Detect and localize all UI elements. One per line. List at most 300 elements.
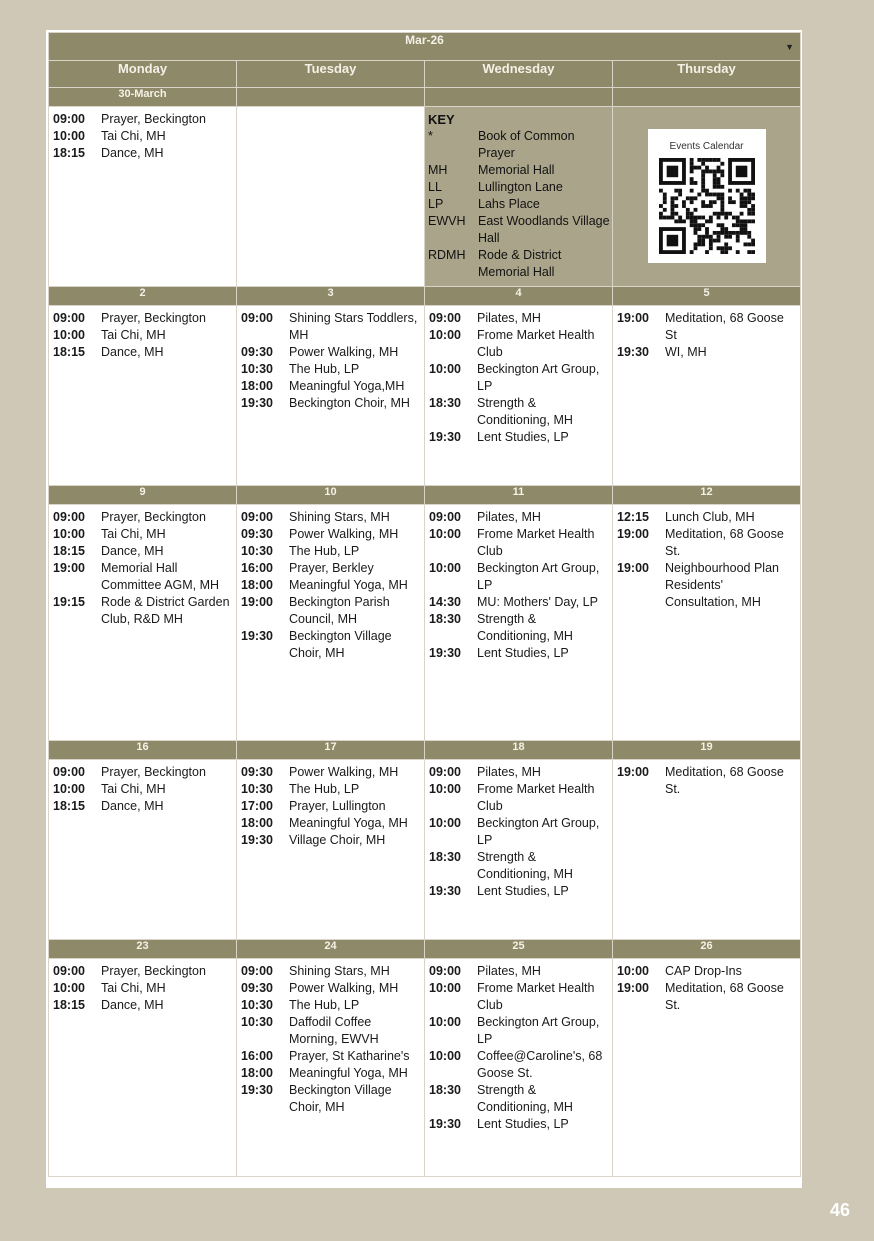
key-abbreviation: RDMH <box>428 248 466 262</box>
event-time: 09:00 <box>53 510 85 524</box>
event-item <box>425 963 612 980</box>
event-description: Frome Market Health Club <box>477 981 595 1012</box>
event-list <box>613 505 800 611</box>
event-list <box>425 760 612 900</box>
event-description: Lunch Club, MH <box>665 510 755 524</box>
key-abbreviation: EWVH <box>428 214 466 228</box>
event-item <box>425 1082 612 1116</box>
event-time: 09:30 <box>241 765 273 779</box>
event-description: Beckington Art Group, LP <box>477 1015 600 1046</box>
event-item <box>425 815 612 849</box>
event-description: Power Walking, MH <box>289 345 399 359</box>
event-list <box>49 760 236 815</box>
event-description: Power Walking, MH <box>289 527 399 541</box>
event-description: Tai Chi, MH <box>101 328 166 342</box>
event-description: Shining Stars, MH <box>289 510 390 524</box>
event-time: 19:30 <box>429 884 461 898</box>
event-item <box>425 1048 612 1082</box>
event-item <box>425 980 612 1014</box>
month-header <box>49 33 801 61</box>
key-box <box>425 107 612 285</box>
date-label: 3 <box>237 287 425 306</box>
event-time: 12:15 <box>617 510 649 524</box>
key-meaning: Lahs Place <box>478 197 540 211</box>
key-abbreviation: * <box>428 129 433 143</box>
calendar-table <box>48 32 801 1177</box>
event-description: Beckington Village Choir, MH <box>289 629 392 660</box>
event-description: Coffee@Caroline's, 68 Goose St. <box>477 1049 603 1080</box>
event-item <box>237 1065 424 1082</box>
event-item <box>613 526 800 560</box>
event-item <box>49 560 236 594</box>
event-description: Meditation, 68 Goose St <box>665 311 784 342</box>
event-item <box>425 310 612 327</box>
date-label: 12 <box>613 486 801 505</box>
qr-cell <box>613 107 801 287</box>
event-time: 18:30 <box>429 1083 461 1097</box>
key-abbreviation: LP <box>428 197 444 211</box>
event-description: Dance, MH <box>101 998 164 1012</box>
event-item <box>425 781 612 815</box>
event-item <box>237 310 424 344</box>
event-description: WI, MH <box>665 345 707 359</box>
event-item <box>613 764 800 798</box>
event-description: Meaningful Yoga, MH <box>289 578 408 592</box>
event-item <box>425 429 612 446</box>
event-time: 18:00 <box>241 578 273 592</box>
event-description: Prayer, Beckington <box>101 112 206 126</box>
event-description: Prayer, St Katharine's <box>289 1049 410 1063</box>
event-item <box>49 781 236 798</box>
date-label: 26 <box>613 940 801 959</box>
dropdown-caret-icon[interactable]: ▼ <box>785 42 794 52</box>
event-item <box>613 310 800 344</box>
event-description: Lent Studies, LP <box>477 1117 569 1131</box>
day-cell-empty <box>237 107 425 287</box>
event-time: 19:15 <box>53 595 85 609</box>
day-cell <box>613 505 801 741</box>
event-description: The Hub, LP <box>289 998 360 1012</box>
event-description: Prayer, Berkley <box>289 561 374 575</box>
event-item <box>49 526 236 543</box>
event-description: Meditation, 68 Goose St. <box>665 527 784 558</box>
date-label: 10 <box>237 486 425 505</box>
event-item <box>49 764 236 781</box>
event-item <box>425 883 612 900</box>
event-description: Lent Studies, LP <box>477 646 569 660</box>
day-cell <box>237 505 425 741</box>
event-description: Pilates, MH <box>477 510 541 524</box>
month-label: Mar-26 <box>405 33 444 47</box>
event-time: 10:00 <box>429 816 461 830</box>
event-description: Lent Studies, LP <box>477 430 569 444</box>
event-description: Pilates, MH <box>477 311 541 325</box>
event-item <box>237 560 424 577</box>
event-item <box>613 963 800 980</box>
date-label: 2 <box>49 287 237 306</box>
event-item <box>425 594 612 611</box>
event-time: 19:00 <box>53 561 85 575</box>
event-description: The Hub, LP <box>289 782 360 796</box>
event-list <box>613 959 800 1014</box>
day-header-wednesday: Wednesday <box>425 61 613 88</box>
event-time: 10:00 <box>53 981 85 995</box>
event-description: Prayer, Beckington <box>101 765 206 779</box>
event-description: Strength & Conditioning, MH <box>477 612 573 643</box>
day-cell <box>49 959 237 1177</box>
event-item <box>49 594 236 628</box>
event-item <box>49 798 236 815</box>
event-time: 10:00 <box>429 561 461 575</box>
key-meaning: Rode & District Memorial Hall <box>478 248 562 279</box>
event-item <box>613 509 800 526</box>
event-item <box>237 997 424 1014</box>
key-cell <box>425 107 613 287</box>
event-time: 09:00 <box>241 510 273 524</box>
event-list <box>425 505 612 662</box>
event-item <box>425 526 612 560</box>
event-item <box>425 327 612 361</box>
event-time: 17:00 <box>241 799 273 813</box>
event-description: Dance, MH <box>101 544 164 558</box>
day-cell <box>613 959 801 1177</box>
event-description: Daffodil Coffee Morning, EWVH <box>289 1015 379 1046</box>
qr-card[interactable] <box>648 129 766 263</box>
event-item <box>237 963 424 980</box>
event-description: Meaningful Yoga, MH <box>289 816 408 830</box>
key-meaning: Book of Common Prayer <box>478 129 575 160</box>
event-time: 14:30 <box>429 595 461 609</box>
event-time: 19:00 <box>617 765 649 779</box>
event-time: 19:30 <box>429 646 461 660</box>
event-description: Beckington Art Group, LP <box>477 816 600 847</box>
key-item <box>428 179 610 196</box>
day-cell <box>49 760 237 940</box>
event-description: Power Walking, MH <box>289 765 399 779</box>
event-item <box>49 980 236 997</box>
event-time: 19:00 <box>617 561 649 575</box>
event-time: 10:00 <box>429 328 461 342</box>
event-description: Prayer, Beckington <box>101 964 206 978</box>
event-time: 19:30 <box>241 1083 273 1097</box>
date-label: 16 <box>49 741 237 760</box>
event-item <box>49 128 236 145</box>
event-item <box>237 832 424 849</box>
event-item <box>237 526 424 543</box>
event-item <box>237 980 424 997</box>
date-label: 4 <box>425 287 613 306</box>
event-item <box>237 395 424 412</box>
event-time: 19:30 <box>241 833 273 847</box>
key-item <box>428 213 610 247</box>
event-description: Tai Chi, MH <box>101 782 166 796</box>
event-time: 19:00 <box>617 981 649 995</box>
event-description: Meditation, 68 Goose St. <box>665 765 784 796</box>
event-list <box>49 959 236 1014</box>
key-item <box>428 162 610 179</box>
key-abbreviation: LL <box>428 180 442 194</box>
event-list <box>49 505 236 628</box>
day-cell <box>49 306 237 486</box>
event-time: 18:30 <box>429 850 461 864</box>
event-time: 19:30 <box>241 396 273 410</box>
event-item <box>425 611 612 645</box>
event-time: 16:00 <box>241 1049 273 1063</box>
event-description: Strength & Conditioning, MH <box>477 396 573 427</box>
event-time: 18:15 <box>53 544 85 558</box>
event-item <box>49 145 236 162</box>
event-description: The Hub, LP <box>289 544 360 558</box>
event-item <box>425 1014 612 1048</box>
event-item <box>49 310 236 327</box>
event-time: 10:00 <box>429 527 461 541</box>
event-time: 09:00 <box>53 311 85 325</box>
day-cell <box>237 959 425 1177</box>
date-label: 5 <box>613 287 801 306</box>
event-description: Prayer, Beckington <box>101 510 206 524</box>
event-list <box>237 306 424 412</box>
event-description: Meaningful Yoga,MH <box>289 379 405 393</box>
event-time: 09:30 <box>241 345 273 359</box>
event-description: Dance, MH <box>101 345 164 359</box>
event-time: 10:30 <box>241 1015 273 1029</box>
qr-label: Events Calendar <box>669 141 744 152</box>
date-label: 30-March <box>49 88 237 107</box>
event-item <box>237 378 424 395</box>
page-number: 46 <box>829 1200 850 1220</box>
event-time: 10:00 <box>53 129 85 143</box>
event-time: 18:15 <box>53 799 85 813</box>
day-cell <box>425 306 613 486</box>
event-item <box>237 764 424 781</box>
event-time: 10:00 <box>429 981 461 995</box>
event-time: 09:00 <box>429 964 461 978</box>
event-description: Strength & Conditioning, MH <box>477 1083 573 1114</box>
event-time: 18:00 <box>241 379 273 393</box>
event-description: Power Walking, MH <box>289 981 399 995</box>
event-item <box>237 815 424 832</box>
date-label: 25 <box>425 940 613 959</box>
key-item <box>428 196 610 213</box>
key-meaning: Lullington Lane <box>478 180 563 194</box>
event-item <box>237 1048 424 1065</box>
event-time: 10:00 <box>429 1015 461 1029</box>
event-list <box>613 306 800 361</box>
event-list <box>49 107 236 162</box>
date-label: 17 <box>237 741 425 760</box>
event-time: 18:30 <box>429 612 461 626</box>
event-time: 10:00 <box>53 328 85 342</box>
event-item <box>613 560 800 611</box>
date-label: 11 <box>425 486 613 505</box>
event-time: 10:30 <box>241 998 273 1012</box>
event-time: 09:30 <box>241 527 273 541</box>
event-time: 18:00 <box>241 816 273 830</box>
event-time: 10:30 <box>241 544 273 558</box>
day-cell <box>237 306 425 486</box>
event-list <box>237 760 424 849</box>
event-description: Tai Chi, MH <box>101 129 166 143</box>
event-item <box>237 509 424 526</box>
date-label: 19 <box>613 741 801 760</box>
event-description: Frome Market Health Club <box>477 527 595 558</box>
event-item <box>49 963 236 980</box>
event-description: Meditation, 68 Goose St. <box>665 981 784 1012</box>
event-description: Meaningful Yoga, MH <box>289 1066 408 1080</box>
event-item <box>237 594 424 628</box>
event-description: Prayer, Lullington <box>289 799 386 813</box>
event-description: Tai Chi, MH <box>101 527 166 541</box>
event-item <box>237 543 424 560</box>
event-item <box>237 628 424 662</box>
day-cell <box>425 760 613 940</box>
event-time: 09:00 <box>53 112 85 126</box>
event-item <box>237 798 424 815</box>
event-description: Lent Studies, LP <box>477 884 569 898</box>
event-time: 19:30 <box>429 1117 461 1131</box>
event-item <box>49 509 236 526</box>
event-time: 19:30 <box>241 629 273 643</box>
event-item <box>237 781 424 798</box>
day-cell <box>425 505 613 741</box>
event-time: 09:00 <box>53 964 85 978</box>
key-item <box>428 247 610 281</box>
key-title: KEY <box>428 112 455 127</box>
day-header-thursday: Thursday <box>613 61 801 88</box>
event-item <box>237 1014 424 1048</box>
event-item <box>425 1116 612 1133</box>
event-list <box>613 760 800 798</box>
event-item <box>613 980 800 1014</box>
day-header-tuesday: Tuesday <box>237 61 425 88</box>
event-description: Village Choir, MH <box>289 833 386 847</box>
event-item <box>49 111 236 128</box>
event-item <box>49 997 236 1014</box>
event-time: 16:00 <box>241 561 273 575</box>
key-abbreviation: MH <box>428 163 448 177</box>
event-description: CAP Drop-Ins <box>665 964 742 978</box>
event-time: 19:00 <box>617 527 649 541</box>
event-time: 09:00 <box>53 765 85 779</box>
event-list <box>425 959 612 1133</box>
key-item <box>428 128 610 162</box>
date-label <box>237 88 425 107</box>
event-time: 18:15 <box>53 998 85 1012</box>
date-label <box>425 88 613 107</box>
event-description: Frome Market Health Club <box>477 328 595 359</box>
event-item <box>237 361 424 378</box>
day-cell <box>425 959 613 1177</box>
event-description: Prayer, Beckington <box>101 311 206 325</box>
day-cell <box>613 306 801 486</box>
key-meaning: Memorial Hall <box>478 163 555 177</box>
event-description: Dance, MH <box>101 799 164 813</box>
event-time: 10:00 <box>429 362 461 376</box>
event-list <box>237 959 424 1116</box>
event-item <box>425 645 612 662</box>
event-time: 18:00 <box>241 1066 273 1080</box>
event-list <box>425 306 612 446</box>
event-item <box>49 344 236 361</box>
event-item <box>425 849 612 883</box>
event-time: 09:30 <box>241 981 273 995</box>
event-time: 10:00 <box>53 527 85 541</box>
event-description: Dance, MH <box>101 146 164 160</box>
event-description: Beckington Parish Council, MH <box>289 595 390 626</box>
event-list <box>237 505 424 662</box>
event-item <box>425 509 612 526</box>
event-time: 18:15 <box>53 345 85 359</box>
event-time: 10:00 <box>429 782 461 796</box>
event-description: Strength & Conditioning, MH <box>477 850 573 881</box>
event-item <box>425 560 612 594</box>
event-item <box>237 344 424 361</box>
event-time: 10:00 <box>53 782 85 796</box>
event-description: Frome Market Health Club <box>477 782 595 813</box>
event-description: Shining Stars Toddlers, MH <box>289 311 418 342</box>
key-meaning: East Woodlands Village Hall <box>478 214 610 245</box>
event-description: Rode & District Garden Club, R&D MH <box>101 595 230 626</box>
date-label: 23 <box>49 940 237 959</box>
event-description: Tai Chi, MH <box>101 981 166 995</box>
date-label: 9 <box>49 486 237 505</box>
event-description: Beckington Choir, MH <box>289 396 410 410</box>
event-item <box>613 344 800 361</box>
day-cell-30-march <box>49 107 237 287</box>
day-cell <box>237 760 425 940</box>
event-time: 19:30 <box>429 430 461 444</box>
date-label: 18 <box>425 741 613 760</box>
event-time: 09:00 <box>429 510 461 524</box>
event-time: 10:00 <box>617 964 649 978</box>
event-item <box>49 543 236 560</box>
date-label: 24 <box>237 940 425 959</box>
event-description: Memorial Hall Committee AGM, MH <box>101 561 220 592</box>
event-time: 19:00 <box>617 311 649 325</box>
event-item <box>237 1082 424 1116</box>
event-time: 09:00 <box>429 311 461 325</box>
day-cell <box>49 505 237 741</box>
day-header-monday: Monday <box>49 61 237 88</box>
event-description: Shining Stars, MH <box>289 964 390 978</box>
event-description: The Hub, LP <box>289 362 360 376</box>
date-label <box>613 88 801 107</box>
event-description: Beckington Village Choir, MH <box>289 1083 392 1114</box>
event-list <box>49 306 236 361</box>
event-time: 09:00 <box>241 311 273 325</box>
event-time: 19:00 <box>241 595 273 609</box>
event-item <box>425 361 612 395</box>
event-time: 09:00 <box>241 964 273 978</box>
event-description: Neighbourhood Plan Residents' Consultation, MH <box>665 561 779 609</box>
event-item <box>49 327 236 344</box>
day-cell <box>613 760 801 940</box>
event-description: Pilates, MH <box>477 765 541 779</box>
event-description: Beckington Art Group, LP <box>477 561 600 592</box>
event-description: Beckington Art Group, LP <box>477 362 600 393</box>
event-description: MU: Mothers' Day, LP <box>477 595 598 609</box>
event-time: 10:00 <box>429 1049 461 1063</box>
event-time: 18:15 <box>53 146 85 160</box>
event-time: 09:00 <box>429 765 461 779</box>
event-item <box>425 764 612 781</box>
event-time: 10:30 <box>241 782 273 796</box>
event-item <box>425 395 612 429</box>
event-time: 10:30 <box>241 362 273 376</box>
qr-code-icon[interactable] <box>659 158 755 254</box>
event-item <box>237 577 424 594</box>
event-time: 19:30 <box>617 345 649 359</box>
